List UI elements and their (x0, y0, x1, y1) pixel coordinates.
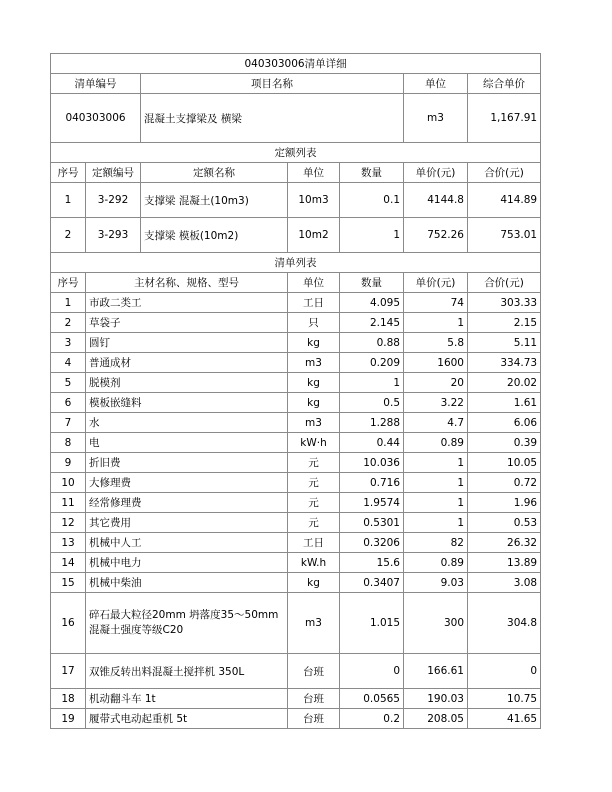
material-total: 10.75 (468, 689, 541, 709)
material-qty: 2.145 (340, 313, 404, 333)
material-row (51, 373, 541, 393)
material-total: 13.89 (468, 553, 541, 573)
material-unit: kg (288, 333, 340, 353)
material-unit: 工日 (288, 293, 340, 313)
material-row (51, 513, 541, 533)
material-qty: 15.6 (340, 553, 404, 573)
material-price: 0.89 (404, 433, 468, 453)
material-total: 0.39 (468, 433, 541, 453)
material-price: 20 (404, 373, 468, 393)
material-price: 1 (404, 313, 468, 333)
quota-qty-header: 数量 (340, 163, 404, 183)
material-no: 12 (51, 513, 86, 533)
material-qty: 4.095 (340, 293, 404, 313)
material-price: 82 (404, 533, 468, 553)
material-name: 模板嵌缝料 (86, 393, 288, 413)
quota-unit-header: 单位 (288, 163, 340, 183)
material-qty: 0.3206 (340, 533, 404, 553)
material-total: 41.65 (468, 709, 541, 729)
quota-section-row (51, 143, 541, 163)
material-no: 18 (51, 689, 86, 709)
material-name: 经常修理费 (86, 493, 288, 513)
material-no-header: 序号 (51, 273, 86, 293)
material-name: 大修理费 (86, 473, 288, 493)
material-unit: 元 (288, 453, 340, 473)
material-price: 4.7 (404, 413, 468, 433)
quota-name: 支撑梁 混凝土(10m3) (141, 183, 288, 218)
material-qty: 10.036 (340, 453, 404, 473)
material-unit: m3 (288, 593, 340, 654)
material-qty: 1.015 (340, 593, 404, 654)
quota-code: 3-293 (86, 218, 141, 253)
quota-unit: 10m3 (288, 183, 340, 218)
quota-name-header: 定额名称 (141, 163, 288, 183)
list-name-header: 项目名称 (141, 74, 404, 94)
material-total: 6.06 (468, 413, 541, 433)
material-no: 10 (51, 473, 86, 493)
material-no: 19 (51, 709, 86, 729)
material-no: 4 (51, 353, 86, 373)
material-section-row (51, 253, 541, 273)
material-price: 1 (404, 473, 468, 493)
material-total: 1.96 (468, 493, 541, 513)
material-price-header: 单价(元) (404, 273, 468, 293)
material-total: 1.61 (468, 393, 541, 413)
material-row (51, 593, 541, 654)
material-total: 26.32 (468, 533, 541, 553)
material-no: 5 (51, 373, 86, 393)
material-row (51, 709, 541, 729)
quota-qty: 1 (340, 218, 404, 253)
material-row (51, 654, 541, 689)
material-qty: 0.2 (340, 709, 404, 729)
material-unit: 台班 (288, 709, 340, 729)
material-total: 0 (468, 654, 541, 689)
table-title: 040303006清单详细 (51, 54, 541, 74)
material-name: 折旧费 (86, 453, 288, 473)
quota-row (51, 183, 541, 218)
material-qty: 1.288 (340, 413, 404, 433)
material-name: 双锥反转出料混凝土搅拌机 350L (86, 654, 288, 689)
material-row (51, 433, 541, 453)
material-unit: kg (288, 373, 340, 393)
material-row (51, 313, 541, 333)
material-unit: kW·h (288, 433, 340, 453)
material-row (51, 293, 541, 313)
quota-no-header: 序号 (51, 163, 86, 183)
quota-name: 支撑梁 模板(10m2) (141, 218, 288, 253)
material-qty: 0.716 (340, 473, 404, 493)
material-name: 圆钉 (86, 333, 288, 353)
material-qty: 0 (340, 654, 404, 689)
material-row (51, 453, 541, 473)
material-row (51, 413, 541, 433)
material-total: 0.72 (468, 473, 541, 493)
material-qty: 0.5 (340, 393, 404, 413)
material-unit: m3 (288, 413, 340, 433)
quota-unit: 10m2 (288, 218, 340, 253)
material-name: 脱模剂 (86, 373, 288, 393)
material-price: 1600 (404, 353, 468, 373)
material-unit: 元 (288, 513, 340, 533)
material-name: 机动翻斗车 1t (86, 689, 288, 709)
material-total: 10.05 (468, 453, 541, 473)
material-qty: 0.0565 (340, 689, 404, 709)
quota-qty: 0.1 (340, 183, 404, 218)
material-section-title: 清单列表 (51, 253, 541, 273)
material-row (51, 493, 541, 513)
material-row (51, 573, 541, 593)
material-no: 6 (51, 393, 86, 413)
material-total: 20.02 (468, 373, 541, 393)
material-row (51, 533, 541, 553)
material-price: 3.22 (404, 393, 468, 413)
quota-row (51, 218, 541, 253)
material-name: 履带式电动起重机 5t (86, 709, 288, 729)
material-name: 碎石最大粒径20mm 坍落度35～50mm混凝土强度等级C20 (86, 593, 288, 654)
material-header-row (51, 273, 541, 293)
material-no: 14 (51, 553, 86, 573)
material-unit-header: 单位 (288, 273, 340, 293)
material-no: 15 (51, 573, 86, 593)
material-qty: 0.3407 (340, 573, 404, 593)
quota-total: 414.89 (468, 183, 541, 218)
list-code: 040303006 (51, 94, 141, 143)
quota-total-header: 合价(元) (468, 163, 541, 183)
material-no: 17 (51, 654, 86, 689)
quota-price: 4144.8 (404, 183, 468, 218)
material-row (51, 333, 541, 353)
quota-no: 1 (51, 183, 86, 218)
material-name: 草袋子 (86, 313, 288, 333)
material-row (51, 473, 541, 493)
material-total: 5.11 (468, 333, 541, 353)
material-no: 16 (51, 593, 86, 654)
material-price: 1 (404, 493, 468, 513)
list-price: 1,167.91 (468, 94, 541, 143)
material-name: 其它费用 (86, 513, 288, 533)
material-unit: 元 (288, 473, 340, 493)
material-total-header: 合价(元) (468, 273, 541, 293)
list-unit: m3 (404, 94, 468, 143)
material-price: 190.03 (404, 689, 468, 709)
quota-total: 753.01 (468, 218, 541, 253)
material-qty: 0.88 (340, 333, 404, 353)
material-unit: 台班 (288, 654, 340, 689)
material-total: 304.8 (468, 593, 541, 654)
quota-code-header: 定额编号 (86, 163, 141, 183)
material-qty: 0.5301 (340, 513, 404, 533)
list-unit-header: 单位 (404, 74, 468, 94)
material-price: 74 (404, 293, 468, 313)
material-price: 0.89 (404, 553, 468, 573)
material-row (51, 353, 541, 373)
material-total: 303.33 (468, 293, 541, 313)
material-qty: 0.44 (340, 433, 404, 453)
bill-detail-table (50, 53, 541, 729)
material-name: 机械中人工 (86, 533, 288, 553)
material-name-header: 主材名称、规格、型号 (86, 273, 288, 293)
material-total: 0.53 (468, 513, 541, 533)
material-qty: 0.209 (340, 353, 404, 373)
list-price-header: 综合单价 (468, 74, 541, 94)
list-item-row (51, 94, 541, 143)
material-price: 1 (404, 453, 468, 473)
material-unit: m3 (288, 353, 340, 373)
material-price: 9.03 (404, 573, 468, 593)
material-name: 机械中柴油 (86, 573, 288, 593)
material-row (51, 393, 541, 413)
material-name: 机械中电力 (86, 553, 288, 573)
quota-code: 3-292 (86, 183, 141, 218)
material-qty: 1.9574 (340, 493, 404, 513)
list-name: 混凝土支撑梁及 横梁 (141, 94, 404, 143)
quota-header-row (51, 163, 541, 183)
material-unit: kg (288, 573, 340, 593)
material-price: 5.8 (404, 333, 468, 353)
material-unit: 元 (288, 493, 340, 513)
material-no: 11 (51, 493, 86, 513)
material-qty: 1 (340, 373, 404, 393)
material-price: 300 (404, 593, 468, 654)
material-name: 市政二类工 (86, 293, 288, 313)
material-name: 电 (86, 433, 288, 453)
material-no: 8 (51, 433, 86, 453)
material-row (51, 553, 541, 573)
material-total: 3.08 (468, 573, 541, 593)
material-no: 9 (51, 453, 86, 473)
material-name: 水 (86, 413, 288, 433)
material-unit: 工日 (288, 533, 340, 553)
list-header-row (51, 74, 541, 94)
material-no: 13 (51, 533, 86, 553)
material-no: 1 (51, 293, 86, 313)
material-price: 208.05 (404, 709, 468, 729)
list-code-header: 清单编号 (51, 74, 141, 94)
quota-price: 752.26 (404, 218, 468, 253)
quota-section-title: 定额列表 (51, 143, 541, 163)
material-price: 166.61 (404, 654, 468, 689)
material-no: 3 (51, 333, 86, 353)
title-row (51, 54, 541, 74)
material-unit: 只 (288, 313, 340, 333)
material-name: 普通成材 (86, 353, 288, 373)
material-total: 334.73 (468, 353, 541, 373)
quota-price-header: 单价(元) (404, 163, 468, 183)
material-no: 2 (51, 313, 86, 333)
material-qty-header: 数量 (340, 273, 404, 293)
quota-no: 2 (51, 218, 86, 253)
material-no: 7 (51, 413, 86, 433)
material-price: 1 (404, 513, 468, 533)
material-unit: kg (288, 393, 340, 413)
material-row (51, 689, 541, 709)
material-total: 2.15 (468, 313, 541, 333)
material-unit: kW.h (288, 553, 340, 573)
material-unit: 台班 (288, 689, 340, 709)
